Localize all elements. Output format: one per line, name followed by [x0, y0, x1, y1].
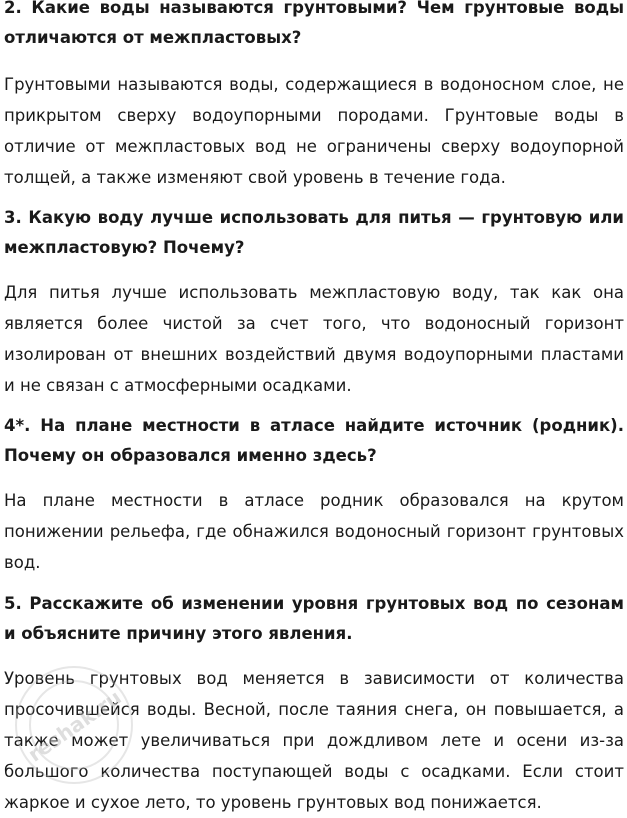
watermark-text: reshak.ru	[23, 684, 126, 767]
question-4: 4*. На плане местности в атласе найдите источник (родник). Почему он образовался именно здесь?	[4, 416, 624, 465]
question-2: 2. Какие воды называются грунтовыми? Чем грунтовые воды отличаются от межпластовых?	[4, 0, 624, 47]
answer-2: Грунтовыми называются воды, содержащиеся в водоносном слое, не прикрытом сверху водоупорными породами. Грунтовые воды в отличие от межпластовых вод не ограничены сверху водоупорной толщей, а также изменяют свой уровень в течение года.	[4, 75, 624, 187]
answer-3: Для питья лучше использовать межпластовую воду, так как она является более чистой за счет того, что водоносный горизонт изолирован от внешних воздействий двумя водоупорными пластами и не связан с атмосферными осадками.	[4, 283, 624, 395]
question-3: 3. Какую воду лучше использовать для питья — грунтовую или межпластовую? Почему?	[4, 208, 624, 257]
question-5: 5. Расскажите об изменении уровня грунтовых вод по сезонам и объясните причину этого явления.	[4, 594, 624, 643]
answer-4: На плане местности в атласе родник образовался на крутом понижении рельефа, где обнажился водоносный горизонт грунтовых вод.	[4, 491, 624, 572]
answer-5: Уровень грунтовых вод меняется в зависимости от количества просочившейся воды. Весной, после таяния снега, он повышается, а также может увеличиваться при дождливом лете и осени из-за большого количества поступающей воды с осадками. Если стоит жаркое и сухое лето, то уровень грунтовых вод понижается.	[4, 669, 624, 812]
